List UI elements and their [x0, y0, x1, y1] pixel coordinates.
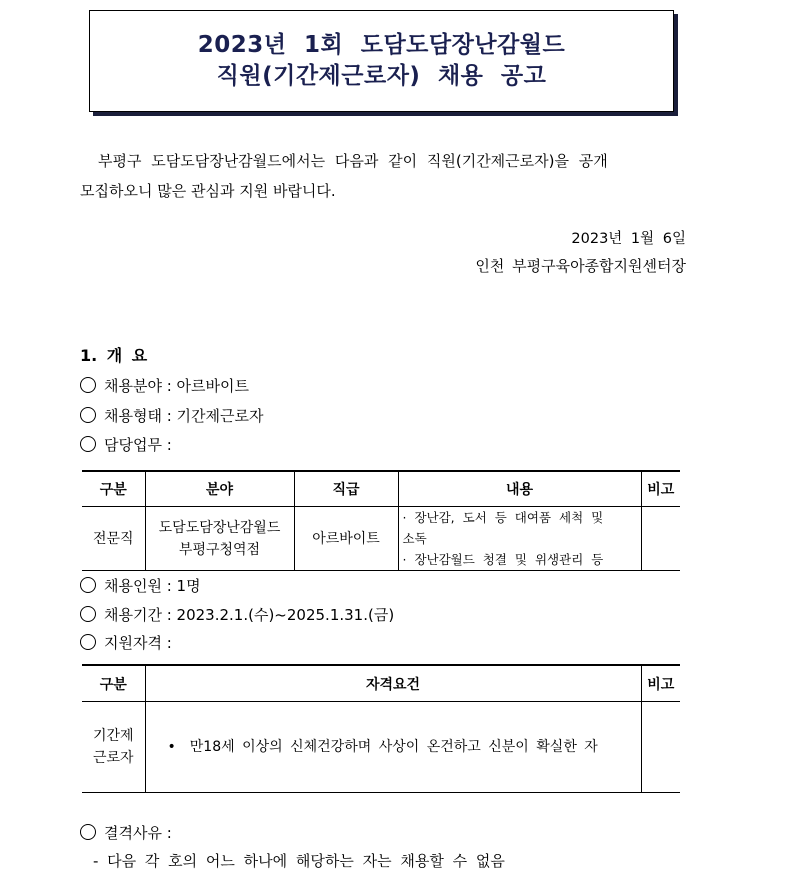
item-qualification	[80, 632, 172, 653]
qual-cell-requirement	[145, 702, 641, 793]
qual-category-line-1: 기간제	[92, 728, 134, 744]
duty-cell-field	[145, 507, 294, 571]
item-type-text: 채용형태 : 기간제근로자	[104, 407, 264, 425]
item-disqualification-text: 결격사유 :	[104, 824, 172, 842]
qual-header-requirement: 자격요건	[145, 665, 641, 702]
duty-header-note: 비고	[641, 471, 680, 507]
intro-paragraph	[80, 146, 682, 206]
duty-table-header	[82, 471, 680, 507]
qual-category-line-2: 근로자	[92, 750, 134, 766]
section-heading-overview: 1. 개 요	[80, 346, 148, 365]
item-count-text: 채용인원 : 1명	[104, 577, 201, 595]
item-type	[80, 405, 264, 426]
duty-cell-content	[398, 507, 641, 571]
duty-field-line-2: 부평구청역점	[178, 541, 261, 558]
item-period	[80, 604, 394, 625]
title-box	[89, 10, 674, 112]
qual-requirement-text: 만18세 이상의 신체건강하며 사상이 온건하고 신분이 확실한 자	[189, 739, 598, 755]
duty-header-category: 구분	[82, 471, 145, 507]
duty-field-line-1: 도담도담장난감월드	[158, 519, 281, 536]
item-period-text: 채용기간 : 2023.2.1.(수)~2025.1.31.(금)	[104, 606, 395, 624]
duty-table	[82, 470, 680, 571]
qual-header-category: 구분	[82, 665, 145, 702]
item-count	[80, 575, 201, 596]
announcement-date: 2023년 1월 6일	[571, 231, 686, 247]
duty-header-field: 분야	[145, 471, 294, 507]
circle-bullet-icon	[80, 577, 96, 593]
issuing-organization: 인천 부평구육아종합지원센터장	[475, 257, 686, 275]
item-disqualification	[80, 822, 172, 843]
qual-header-note: 비고	[641, 665, 680, 702]
duty-cell-category: 전문직	[82, 507, 145, 571]
title-line-1: 2023년 1회 도담도담장난감월드	[197, 32, 566, 58]
duty-header-content: 내용	[398, 471, 641, 507]
intro-line-1: 부평구 도담도담장난감월드에서는 다음과 같이 직원(기간제근로자)을 공개	[98, 152, 608, 170]
duty-cell-grade: 아르바이트	[294, 507, 398, 571]
disqualification-note: - 다음 각 호의 어느 하나에 해당하는 자는 채용할 수 없음	[93, 852, 505, 870]
duty-content-line-2: 소독	[402, 531, 427, 546]
item-field	[80, 375, 249, 396]
duty-header-grade: 직급	[294, 471, 398, 507]
qual-cell-note	[641, 702, 680, 793]
circle-bullet-icon	[80, 634, 96, 650]
qual-cell-category	[82, 702, 145, 793]
item-duty-text: 담당업무 :	[104, 436, 172, 454]
duty-content-line-1: · 장난감, 도서 등 대여품 세척 및	[402, 510, 604, 525]
item-field-text: 채용분야 : 아르바이트	[104, 377, 250, 395]
circle-bullet-icon	[80, 606, 96, 622]
duty-content-line-3: · 장난감월드 청결 및 위생관리 등	[402, 552, 604, 567]
circle-bullet-icon	[80, 407, 96, 423]
circle-bullet-icon	[80, 377, 96, 393]
intro-line-2: 모집하오니 많은 관심과 지원 바랍니다.	[80, 182, 336, 200]
circle-bullet-icon	[80, 436, 96, 452]
qualification-table	[82, 664, 680, 793]
table-row	[82, 507, 680, 571]
title-line-2: 직원(기간제근로자) 채용 공고	[216, 63, 547, 89]
qual-table-header	[82, 665, 680, 702]
bullet-dot-icon: •	[167, 739, 176, 755]
item-qualification-text: 지원자격 :	[104, 634, 172, 652]
table-row	[82, 702, 680, 793]
item-duty	[80, 434, 172, 455]
duty-cell-note	[641, 507, 680, 571]
circle-bullet-icon	[80, 824, 96, 840]
